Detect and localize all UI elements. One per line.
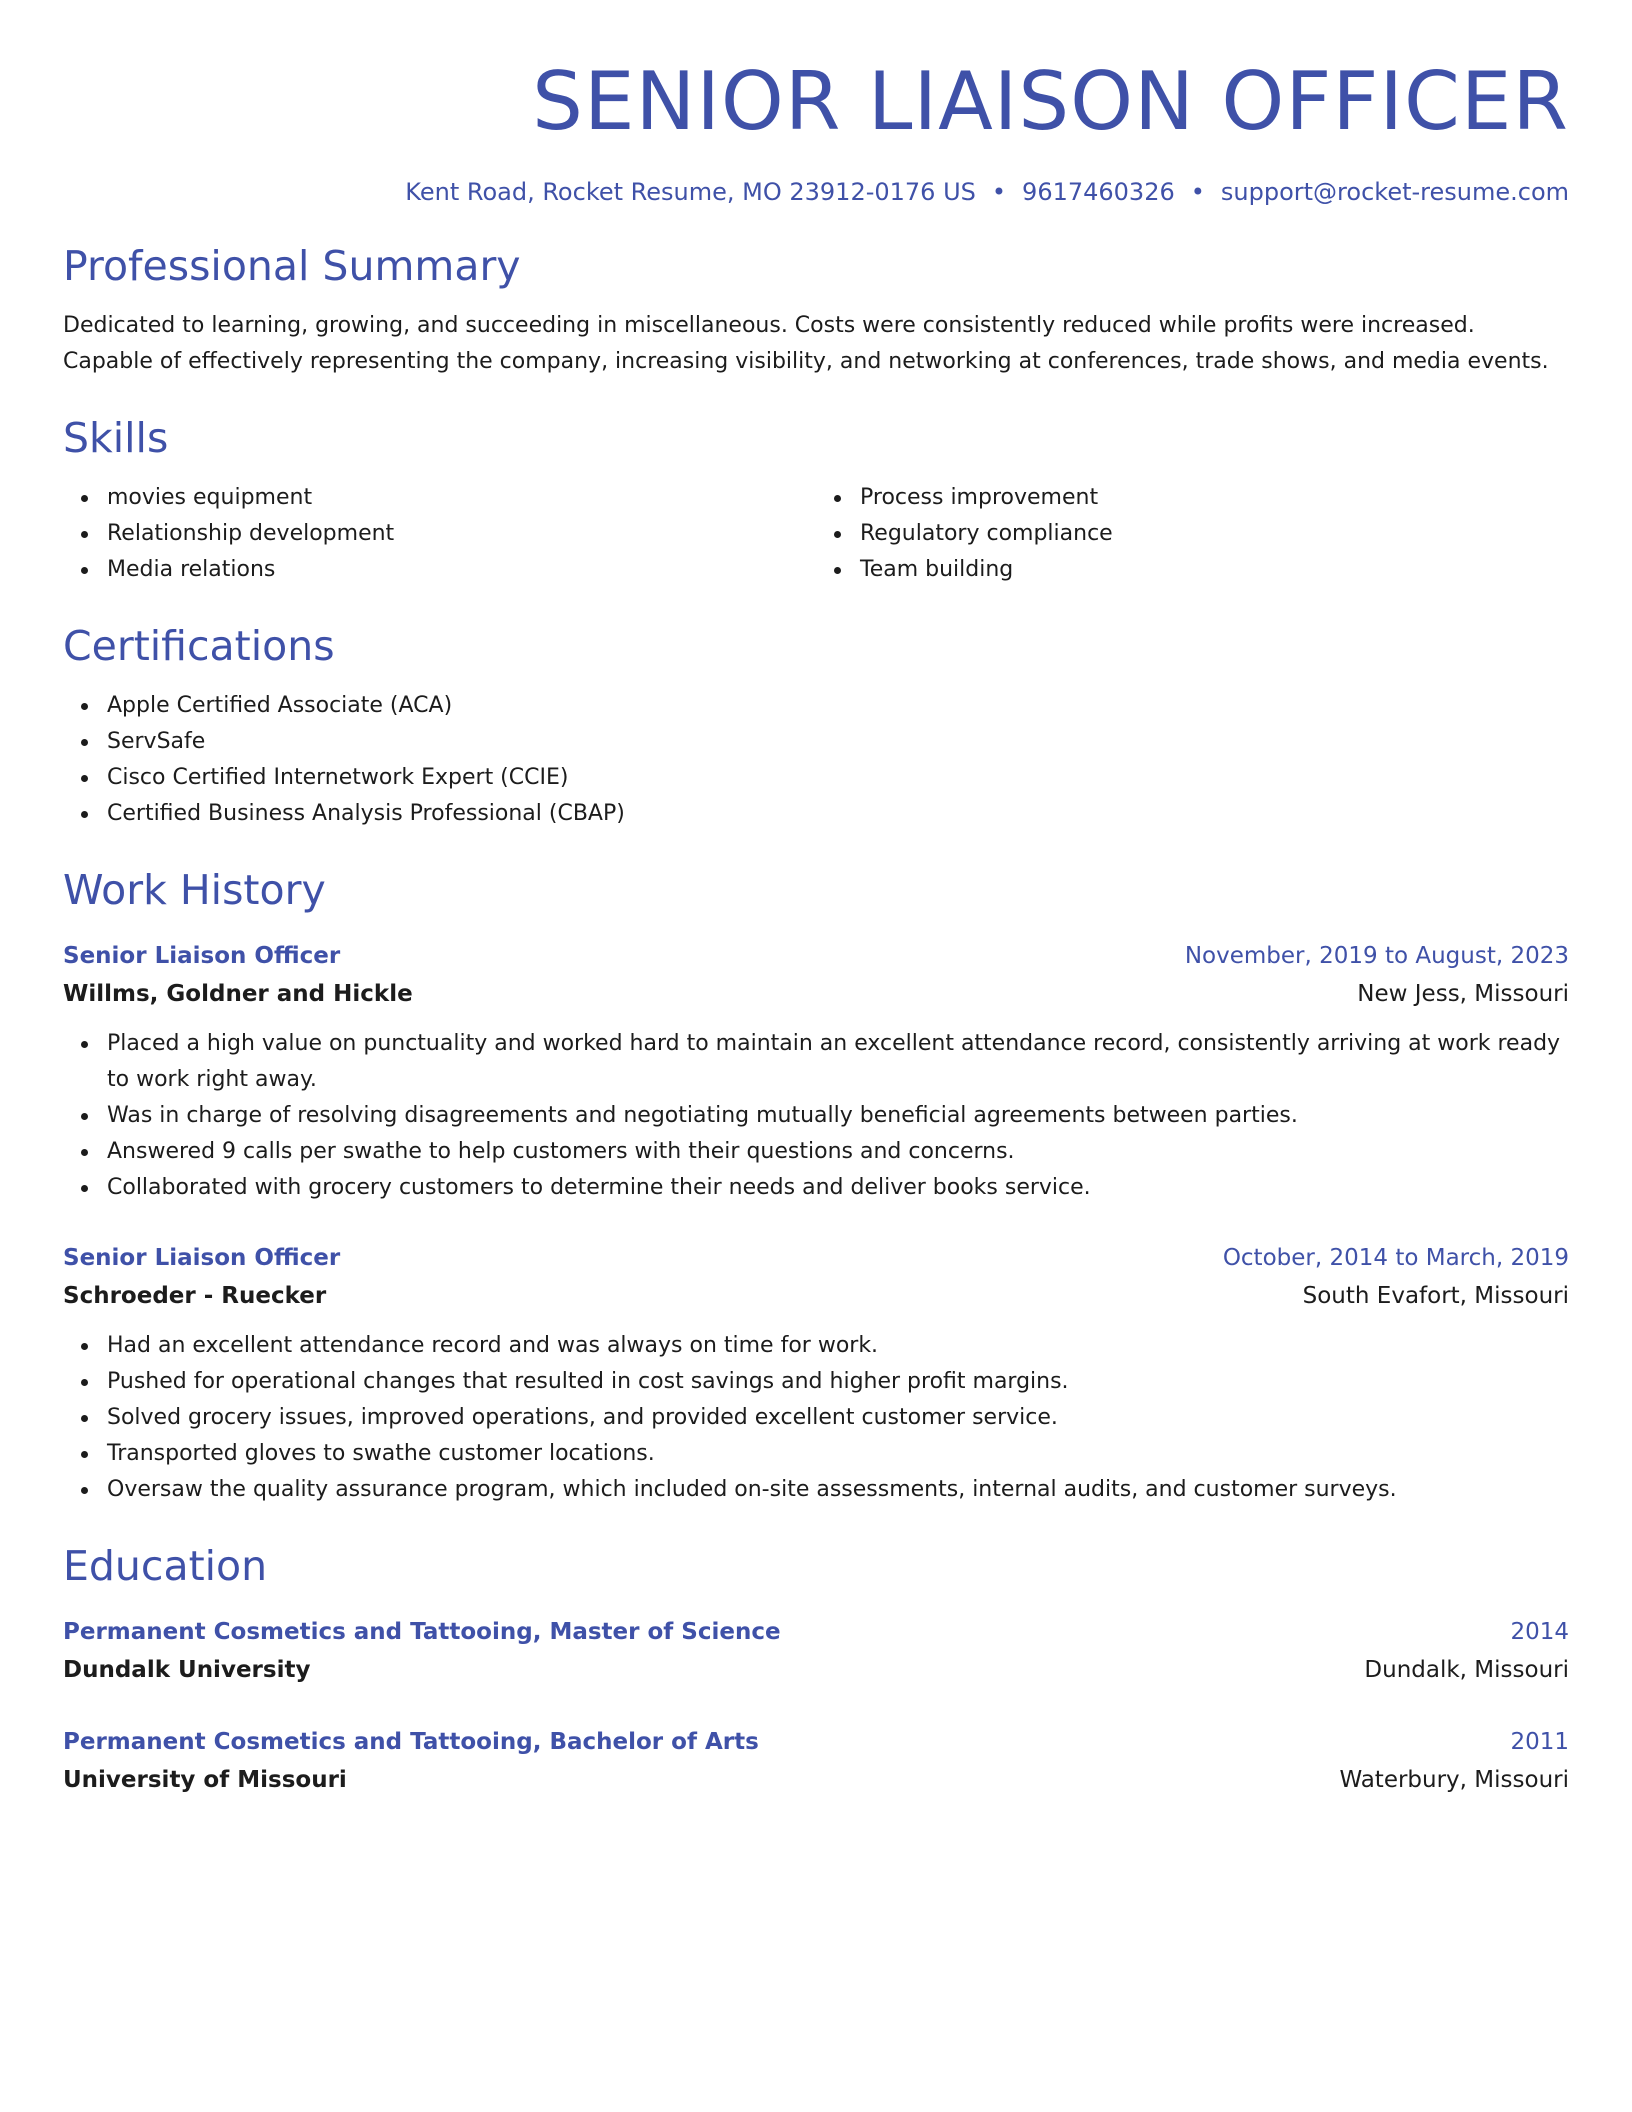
skill-item: Regulatory compliance <box>860 516 1569 552</box>
contact-phone: 9617460326 <box>1022 178 1175 206</box>
certifications-list <box>63 688 1569 832</box>
education-location: Waterbury, Missouri <box>1339 1767 1569 1793</box>
skills-list-left <box>63 480 816 588</box>
job-bullet: Was in charge of resolving disagreements and negotiating mutually beneficial agreements between parties. <box>107 1098 1569 1134</box>
job-bullet: Oversaw the quality assurance program, which included on-site assessments, internal audits, and customer surveys. <box>107 1472 1569 1508</box>
job-title-row <box>63 938 1569 974</box>
certification-item: ServSafe <box>107 724 1569 760</box>
skill-item: movies equipment <box>107 480 816 516</box>
resume-header <box>63 52 1569 208</box>
education-degree-row <box>63 1724 1569 1760</box>
job-dates: November, 2019 to August, 2023 <box>1184 943 1569 969</box>
job-entry <box>63 938 1569 1206</box>
education-heading: Education <box>63 1542 268 1590</box>
education-year: 2011 <box>1510 1729 1569 1755</box>
certifications-section <box>63 618 1569 832</box>
work-history-heading: Work History <box>63 866 326 914</box>
job-company-row <box>63 1276 1569 1316</box>
job-bullet: Solved grocery issues, improved operations, and provided excellent customer service. <box>107 1400 1569 1436</box>
summary-heading: Professional Summary <box>63 242 521 290</box>
skills-grid <box>63 480 1569 588</box>
contact-address: Kent Road, Rocket Resume, MO 23912-0176 US <box>405 178 976 206</box>
education-section <box>63 1538 1569 1800</box>
skill-item: Team building <box>860 552 1569 588</box>
contact-email[interactable]: support@rocket-resume.com <box>1220 178 1569 206</box>
job-bullets <box>63 1026 1569 1206</box>
education-year: 2014 <box>1510 1619 1569 1645</box>
work-history-section <box>63 862 1569 1508</box>
skills-section <box>63 410 1569 588</box>
job-bullets <box>63 1328 1569 1508</box>
education-school-row <box>63 1650 1569 1690</box>
education-degree: Permanent Cosmetics and Tattooing, Bachelor of Arts <box>63 1729 759 1755</box>
job-title-row <box>63 1240 1569 1276</box>
education-entry <box>63 1614 1569 1690</box>
education-school-row <box>63 1760 1569 1800</box>
certifications-heading: Certifications <box>63 622 335 670</box>
job-bullet: Had an excellent attendance record and was always on time for work. <box>107 1328 1569 1364</box>
job-bullet: Collaborated with grocery customers to determine their needs and deliver books service. <box>107 1170 1569 1206</box>
education-degree-row <box>63 1614 1569 1650</box>
job-bullet: Placed a high value on punctuality and worked hard to maintain an excellent attendance record, consistently arriving at work ready to work right away. <box>107 1026 1569 1098</box>
job-entry <box>63 1240 1569 1508</box>
job-bullet: Answered 9 calls per swathe to help customers with their questions and concerns. <box>107 1134 1569 1170</box>
job-location: South Evafort, Missouri <box>1302 1283 1569 1309</box>
job-bullet: Pushed for operational changes that resulted in cost savings and higher profit margins. <box>107 1364 1569 1400</box>
job-dates: October, 2014 to March, 2019 <box>1222 1245 1569 1271</box>
page-title: SENIOR LIAISON OFFICER <box>532 55 1569 148</box>
skill-item: Process improvement <box>860 480 1569 516</box>
education-school: University of Missouri <box>63 1767 347 1793</box>
certification-item: Cisco Certified Internetwork Expert (CCIE) <box>107 760 1569 796</box>
job-company-row <box>63 974 1569 1014</box>
contact-separator: • <box>1190 178 1205 206</box>
skills-list-right <box>816 480 1569 588</box>
job-bullet: Transported gloves to swathe customer locations. <box>107 1436 1569 1472</box>
job-location: New Jess, Missouri <box>1357 981 1569 1007</box>
certification-item: Apple Certified Associate (ACA) <box>107 688 1569 724</box>
education-school: Dundalk University <box>63 1657 311 1683</box>
certification-item: Certified Business Analysis Professional (CBAP) <box>107 796 1569 832</box>
education-degree: Permanent Cosmetics and Tattooing, Master of Science <box>63 1619 781 1645</box>
skills-heading: Skills <box>63 414 169 462</box>
job-company: Willms, Goldner and Hickle <box>63 981 413 1007</box>
education-entry <box>63 1724 1569 1800</box>
contact-line <box>63 176 1569 208</box>
summary-section <box>63 238 1569 380</box>
skill-item: Media relations <box>107 552 816 588</box>
summary-text: Dedicated to learning, growing, and succeeding in miscellaneous. Costs were consistently reduced while profits were increased. Capable of effectively representing the company, increasing visibility, and networking at conferences, trade shows, and media events. <box>63 313 1549 374</box>
education-location: Dundalk, Missouri <box>1364 1657 1569 1683</box>
job-title: Senior Liaison Officer <box>63 943 341 969</box>
contact-separator: • <box>991 178 1007 206</box>
skill-item: Relationship development <box>107 516 816 552</box>
job-company: Schroeder - Ruecker <box>63 1283 327 1309</box>
job-title: Senior Liaison Officer <box>63 1245 341 1271</box>
